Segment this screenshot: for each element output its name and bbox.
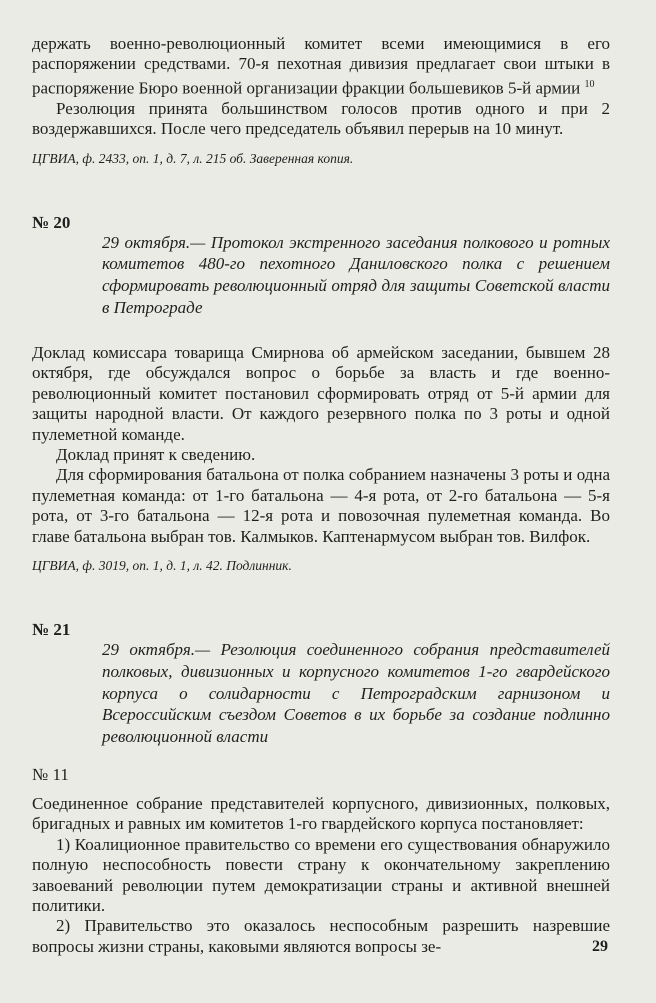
sub-number: № 11 (32, 764, 69, 784)
document-number: № 21 (32, 619, 71, 639)
paragraph-report: Доклад комиссара товарища Смирнова об армейском заседании, бывшем 28 октября, где обсуждался вопрос о борьбе за власть и где военно-революционный комитет постановил сформировать отряд от 5-й армии для защиты народной власти. От каждого резервного полка по 3 роты и одной пулеметной команде. (32, 342, 610, 444)
archive-source: ЦГВИА, ф. 2433, оп. 1, д. 7, л. 215 об. Заверенная копия. (32, 150, 354, 166)
paragraph-continued (32, 34, 610, 99)
paragraph-point-1: 1) Коалиционное правительство со времени его существования обнаружило полную неспособность повести страну к окончательному закреплению завоеваний революции путем демократизации страны и активной внешней политики. (32, 834, 610, 915)
paragraph-battalion: Для сформирования батальона от полка собранием назначены 3 роты и одна пулеметная команда: от 1-го батальона — 4-я рота, от 2-го батальона — 5-я рота, от 3-го батальона — 12-я рота и повозочная пулеметная команда. Во главе батальона выбран тов. Калмыков. Каптенармусом выбран тов. Вилфок. (32, 465, 610, 546)
paragraph-text: держать военно-революционный комитет всеми имеющимися в его распоряжении средствами. 70-я пехотная дивизия предлагает свои штыки в распоряжение Бюро военной организации фракции большевиков 5-й армии (32, 34, 610, 98)
document-number: № 20 (32, 212, 71, 232)
paragraph-point-2: 2) Правительство это оказалось неспособным разрешить назревшие вопросы жизни страны, каковыми являются вопросы зе- (32, 916, 610, 956)
paragraph-resolution: Резолюция принята большинством голосов против одного и при 2 воздержавшихся. После чего председатель объявил перерыв на 10 минут. (32, 98, 610, 139)
footnote-ref: 10 (584, 78, 595, 90)
paragraph-accepted: Доклад принят к сведению. (56, 444, 256, 464)
document-title: 29 октября.— Протокол экстренного заседания полкового и ротных комитетов 480-го пехотного Даниловского полка с решением сформировать революционный отряд для защиты Советской власти в Петрограде (102, 232, 610, 318)
archive-source: ЦГВИА, ф. 3019, оп. 1, д. 1, л. 42. Подлинник. (32, 557, 292, 573)
paragraph-intro: Соединенное собрание представителей корпусного, дивизионных, полковых, бригадных и равных им комитетов 1-го гвардейского корпуса постановляет: (32, 793, 610, 834)
page-number: 29 (592, 938, 608, 955)
document-page (32, 34, 610, 957)
document-title: 29 октября.— Резолюция соединенного собрания представителей полковых, дивизионных и корпусного комитетов 1-го гвардейского корпуса о солидарности с Петроградским гарнизоном и Всероссийским съездом Советов в их борьбе за создание подлинно революционной власти (102, 639, 610, 747)
